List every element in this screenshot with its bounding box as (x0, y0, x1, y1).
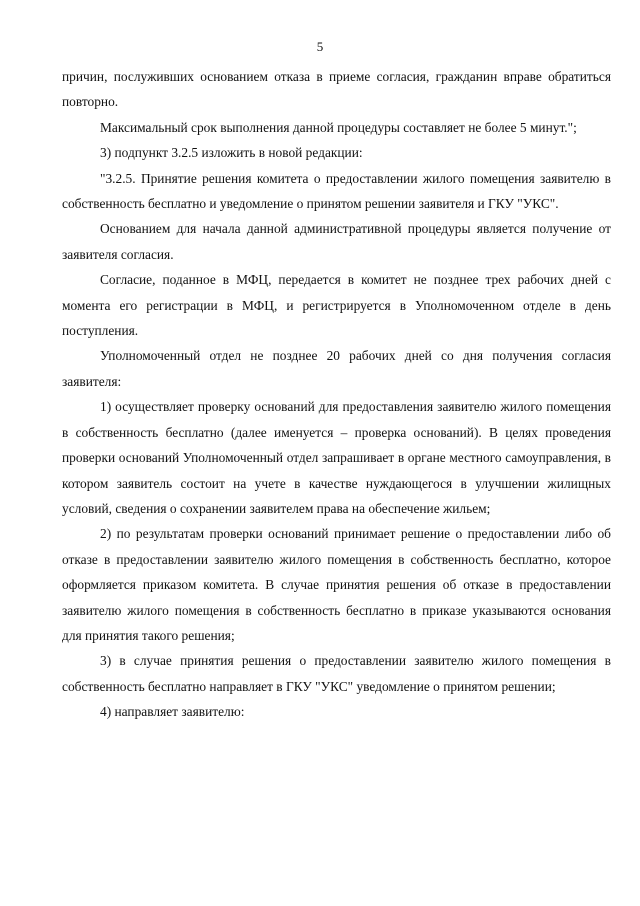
paragraph: 1) осуществляет проверку оснований для предоставления заявителю жилого помещения в собственность бесплатно (далее именуется – проверка оснований). В целях проведения проверки оснований Уполномоченный отдел запрашивает в органе местного самоуправления, в котором заявитель состоит на учете в качестве нуждающегося в улучшении жилищных условий, сведения о сохранении заявителем права на обеспечение жильем; (62, 399, 611, 516)
paragraph: причин, послуживших основанием отказа в приеме согласия, гражданин вправе обратиться повторно. (62, 69, 611, 110)
paragraph: Максимальный срок выполнения данной процедуры составляет не более 5 минут."; (100, 119, 577, 135)
paragraph: Уполномоченный отдел не позднее 20 рабочих дней со дня получения согласия заявителя: (62, 348, 611, 389)
paragraph: Основанием для начала данной административной процедуры является получение от заявителя согласия. (62, 221, 611, 262)
paragraph: 4) направляет заявителю: (100, 704, 245, 720)
paragraph: Согласие, поданное в МФЦ, передается в комитет не позднее трех рабочих дней с момента его регистрации в МФЦ, и регистрируется в Уполномоченном отделе в день поступления. (62, 272, 611, 339)
document-body (62, 64, 611, 725)
paragraph: "3.2.5. Принятие решения комитета о предоставлении жилого помещения заявителю в собственность бесплатно и уведомление о принятом решении заявителя и ГКУ "УКС". (62, 170, 611, 212)
paragraph: 2) по результатам проверки оснований принимает решение о предоставлении либо об отказе в предоставлении заявителю жилого помещения в собственность бесплатно, которое оформляется приказом комитета. В случае принятия решения об отказе в предоставлении заявителю жилого помещения в собственность бесплатно в приказе указываются основания для принятия такого решения; (62, 526, 611, 643)
page-number: 5 (316, 39, 324, 54)
paragraph: 3) подпункт 3.2.5 изложить в новой редакции: (100, 145, 363, 161)
paragraph: 3) в случае принятия решения о предоставлении заявителю жилого помещения в собственность бесплатно направляет в ГКУ "УКС" уведомление о принятом решении; (62, 653, 611, 694)
